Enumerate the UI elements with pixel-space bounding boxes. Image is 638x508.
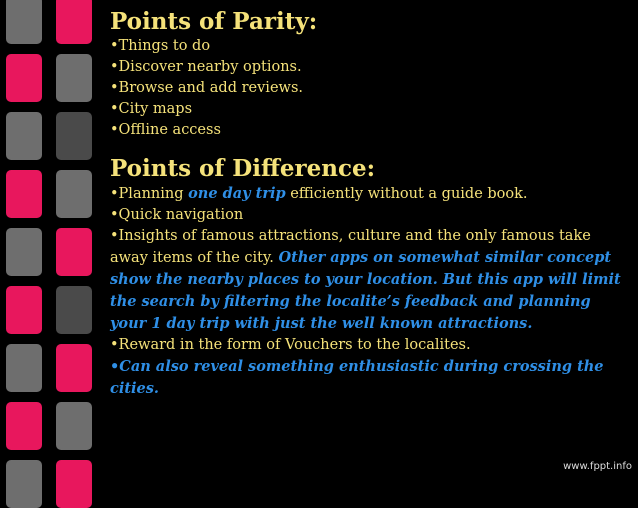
tile bbox=[6, 460, 42, 508]
text: •Planning bbox=[110, 186, 189, 202]
tile bbox=[6, 170, 42, 218]
tile bbox=[56, 112, 92, 160]
difference-heading: Points of Difference: bbox=[110, 155, 376, 182]
tile bbox=[6, 286, 42, 334]
difference-item bbox=[110, 356, 630, 400]
tile bbox=[56, 0, 92, 44]
tile bbox=[56, 228, 92, 276]
tile bbox=[56, 286, 92, 334]
slide-content bbox=[110, 8, 630, 400]
difference-item: •Reward in the form of Vouchers to the localites. bbox=[110, 337, 471, 353]
tile bbox=[6, 344, 42, 392]
tile bbox=[6, 228, 42, 276]
highlight: Other apps on somewhat similar concept show the nearby places to your location. But this app will limit the search by filtering the localite’s feedback and planning your 1 day trip with just the well known attractions. bbox=[110, 249, 621, 332]
decorative-tiles bbox=[0, 0, 100, 478]
difference-item bbox=[110, 226, 630, 335]
parity-item: •Browse and add reviews. bbox=[110, 80, 303, 96]
parity-item: •Offline access bbox=[110, 122, 221, 138]
highlight: Can also reveal something enthusiastic during crossing the cities. bbox=[110, 358, 604, 397]
tile bbox=[6, 402, 42, 450]
tile bbox=[6, 0, 42, 44]
text: •Insights of famous attractions, culture and the only famous take away items of the city. bbox=[110, 228, 591, 266]
tile bbox=[56, 460, 92, 508]
bullet: • bbox=[110, 358, 120, 375]
parity-item: •Discover nearby options. bbox=[110, 59, 302, 75]
tile bbox=[56, 344, 92, 392]
parity-heading: Points of Parity: bbox=[110, 8, 318, 35]
tile bbox=[56, 170, 92, 218]
difference-item bbox=[110, 183, 630, 205]
text: efficiently without a guide book. bbox=[285, 186, 528, 202]
tile bbox=[6, 54, 42, 102]
parity-item: •Things to do bbox=[110, 38, 211, 54]
highlight: one day trip bbox=[188, 185, 286, 202]
footer-url: www.fppt.info bbox=[563, 461, 632, 472]
tile bbox=[56, 54, 92, 102]
tile bbox=[56, 402, 92, 450]
tile bbox=[6, 112, 42, 160]
difference-item: •Quick navigation bbox=[110, 207, 244, 223]
parity-item: •City maps bbox=[110, 101, 193, 117]
